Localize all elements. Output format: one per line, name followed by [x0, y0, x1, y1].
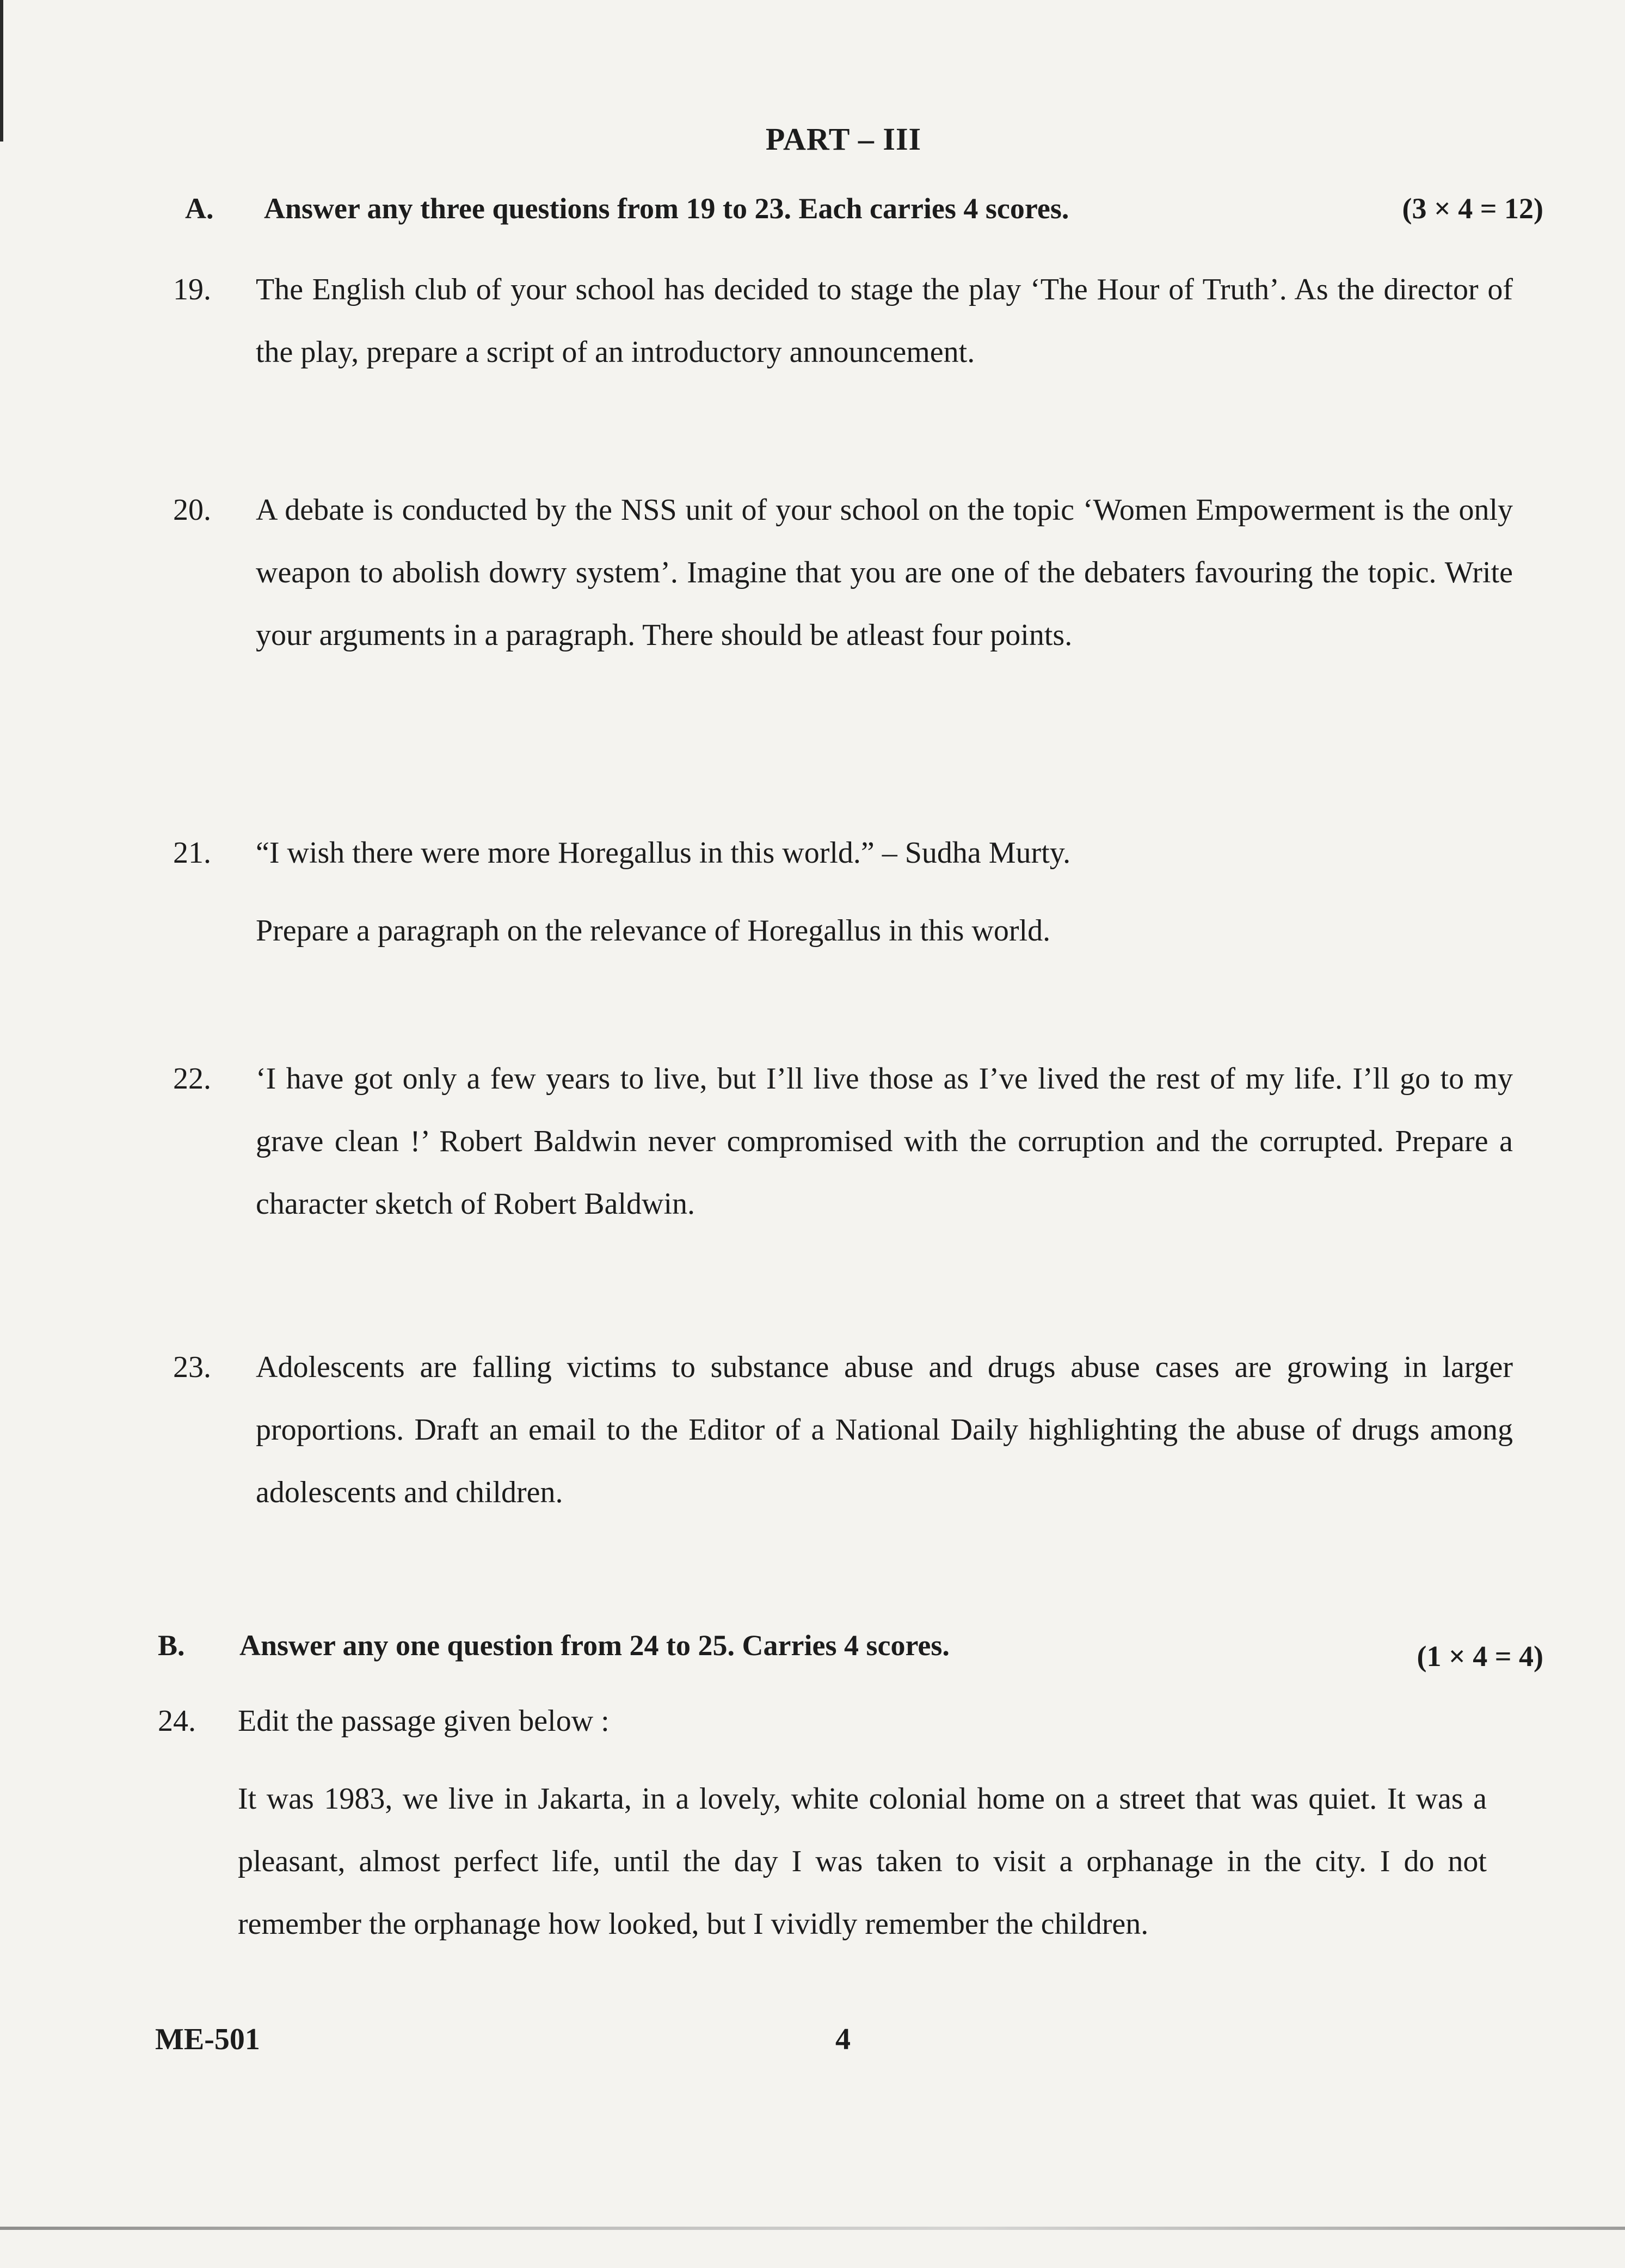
- question-text: Adolescents are falling victims to substance abuse and drugs abuse cases are growing in larger proportions. Draft an email to the Editor of a National Daily highlighting the abuse of drugs among adolescents and children.: [256, 1350, 1513, 1509]
- question-prompt: Edit the passage given below :: [238, 1704, 610, 1738]
- question-body: [256, 1048, 1513, 1236]
- question-text: A debate is conducted by the NSS unit of your school on the topic ‘Women Empowerment is the only weapon to abolish dowry system’. Imagine that you are one of the debaters favouring the topic. Write your arguments in a paragraph. There should be atleast four points.: [256, 493, 1513, 652]
- question-body: [256, 259, 1513, 384]
- question-number: 21.: [173, 836, 211, 870]
- section-b-instruction: Answer any one question from 24 to 25. Carries 4 scores.: [239, 1629, 950, 1662]
- scan-edge-left: [0, 0, 3, 142]
- edit-passage: It was 1983, we live in Jakarta, in a lovely, white colonial home on a street that was quiet. It was a pleasant, almost perfect life, until the day I was taken to visit a orphanage in the city. I do not remember the orphanage how looked, but I vividly remember the children.: [238, 1782, 1487, 1941]
- page-number: 4: [835, 2023, 851, 2056]
- question-body: [238, 1690, 1487, 1956]
- question-text: The English club of your school has decided to stage the play ‘The Hour of Truth’. As the director of the play, prepare a script of an introductory announcement.: [256, 273, 1513, 369]
- question-body: [256, 822, 1513, 962]
- part-title: PART – III: [765, 121, 922, 157]
- question-text: Prepare a paragraph on the relevance of Horegallus in this world.: [256, 914, 1051, 948]
- section-b-letter: B.: [158, 1629, 185, 1662]
- section-a-header: [0, 192, 1625, 235]
- scan-edge-bottom: [0, 2227, 1625, 2230]
- section-a-instruction: Answer any three questions from 19 to 23. Each carries 4 scores.: [264, 192, 1069, 225]
- question-number: 19.: [173, 273, 211, 306]
- section-b-header: [0, 1628, 1625, 1672]
- question-number: 22.: [173, 1062, 211, 1096]
- question-body: [256, 1336, 1513, 1524]
- paper-code: ME-501: [155, 2023, 260, 2056]
- question-text: ‘I have got only a few years to live, but I’ll live those as I’ve lived the rest of my life. I’ll go to my grave clean !’ Robert Baldwin never compromised with the corruption and the corrupted. Prepare a character sketch of Robert Baldwin.: [256, 1062, 1513, 1221]
- section-a-marks: (3 × 4 = 12): [1402, 192, 1543, 225]
- section-a-letter: A.: [185, 192, 214, 225]
- question-body: [256, 479, 1513, 667]
- question-number: 20.: [173, 493, 211, 527]
- question-number: 24.: [158, 1704, 196, 1738]
- question-number: 23.: [173, 1350, 211, 1384]
- question-quote: “I wish there were more Horegallus in this world.” – Sudha Murty.: [256, 836, 1071, 870]
- section-b-marks: (1 × 4 = 4): [1417, 1640, 1543, 1673]
